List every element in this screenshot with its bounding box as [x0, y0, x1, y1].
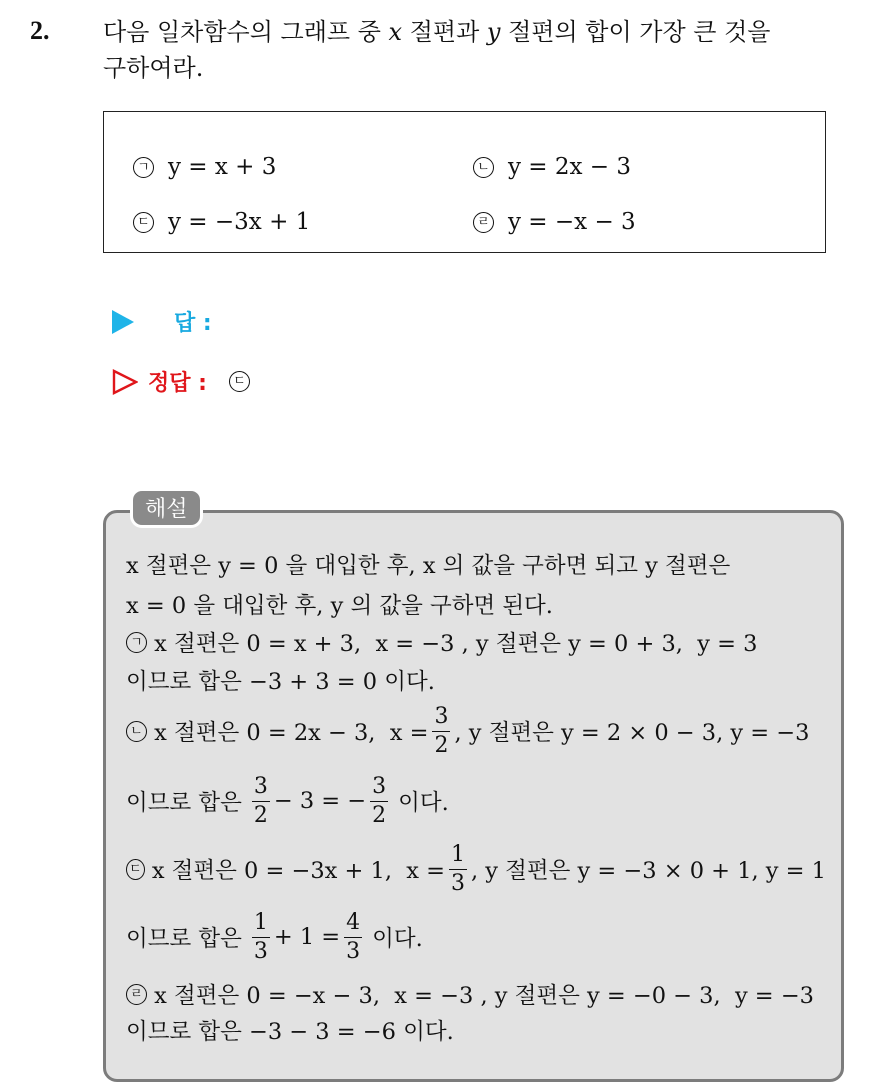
question-number: 2. — [30, 16, 50, 45]
explanation-line-c2 — [126, 906, 826, 968]
filled-triangle-icon — [112, 310, 134, 334]
choice-box — [103, 111, 826, 253]
question-text — [103, 14, 863, 86]
choice-c — [133, 209, 310, 235]
fraction — [370, 773, 388, 828]
explanation-text: x 절편은 0 = −x − 3, x = −3 , y 절편은 y = −0 − 3, y = −3 — [147, 983, 814, 1009]
question-text-part: 다음 일차함수의 그래프 중 — [103, 18, 389, 46]
fraction-denominator: 3 — [451, 870, 465, 896]
explanation-mark: ㄹ — [126, 984, 147, 1005]
explanation-tab: 해설 — [130, 488, 203, 528]
explanation-text: 이므로 합은 — [126, 790, 242, 816]
explanation-text: 이다. — [398, 790, 449, 816]
explanation-mark: ㄱ — [126, 632, 147, 653]
explanation-line-d — [126, 978, 826, 1010]
choice-equation: y = x + 3 — [168, 154, 277, 180]
question-text-part: 절편의 합이 가장 큰 것을 — [500, 18, 771, 46]
fraction — [449, 841, 467, 896]
choice-equation: y = −3x + 1 — [168, 209, 311, 235]
explanation-text: 이므로 합은 — [126, 926, 242, 952]
fraction — [344, 909, 362, 964]
fraction-numerator: 1 — [252, 912, 270, 938]
choice-a — [133, 154, 276, 180]
var-y: y — [486, 18, 501, 46]
fraction-numerator: 3 — [252, 776, 270, 802]
choice-mark: ㄱ — [133, 157, 154, 178]
explanation-text: − 3 = − — [273, 788, 367, 814]
fraction-numerator: 4 — [344, 912, 362, 938]
fraction-denominator: 2 — [434, 732, 449, 758]
explanation-text: x 절편은 0 = −3x + 1, x = — [144, 858, 445, 884]
correct-answer-value: ㄷ — [229, 371, 250, 392]
explanation-line-c — [126, 838, 826, 900]
fraction — [252, 909, 270, 964]
fraction-denominator: 2 — [253, 802, 268, 828]
fraction-numerator: 3 — [432, 706, 450, 732]
choice-mark: ㄷ — [133, 212, 154, 233]
correct-answer-label: 정답 : — [148, 371, 207, 396]
answer-label: 답 : — [174, 311, 212, 336]
var-x: x — [388, 18, 403, 46]
explanation-mark: ㄴ — [126, 721, 147, 742]
explanation-text: , y 절편은 y = 2 × 0 − 3, y = −3 — [454, 720, 810, 746]
choice-d — [473, 209, 636, 235]
explanation-text: + 1 = — [273, 924, 341, 950]
explanation-mark: ㄷ — [126, 859, 145, 880]
fraction-denominator: 3 — [346, 938, 361, 964]
question-text-part: 구하여라. — [103, 54, 204, 82]
fraction — [432, 703, 450, 758]
explanation-line: x = 0 을 대입한 후, y 의 값을 구하면 된다. — [126, 593, 553, 619]
correct-answer-row — [112, 366, 264, 397]
choice-mark: ㄹ — [473, 212, 494, 233]
fraction-numerator: 1 — [449, 844, 467, 870]
choice-mark: ㄴ — [473, 157, 494, 178]
outline-triangle-icon — [112, 369, 138, 395]
explanation-line-b — [126, 700, 826, 762]
fraction-numerator: 3 — [370, 776, 388, 802]
choice-b — [473, 154, 631, 180]
explanation-text: x 절편은 0 = x + 3, x = −3 , y 절편은 y = 0 + 3, y = 3 — [147, 631, 758, 657]
fraction-denominator: 3 — [253, 938, 268, 964]
explanation-line: 이므로 합은 −3 + 3 = 0 이다. — [126, 669, 435, 695]
explanation-line-b2 — [126, 770, 826, 832]
explanation-text: 이다. — [372, 926, 423, 952]
question-text-part: 절편과 — [402, 18, 487, 46]
explanation-text: , y 절편은 y = −3 × 0 + 1, y = 1 — [471, 858, 826, 884]
explanation-line: x 절편은 y = 0 을 대입한 후, x 의 값을 구하면 되고 y 절편은 — [126, 553, 731, 579]
fraction-denominator: 2 — [372, 802, 387, 828]
explanation-line-a — [126, 626, 826, 658]
explanation-text: x 절편은 0 = 2x − 3, x = — [147, 720, 429, 746]
choice-equation: y = −x − 3 — [508, 209, 636, 235]
explanation-line: 이므로 합은 −3 − 3 = −6 이다. — [126, 1019, 454, 1045]
fraction — [252, 773, 270, 828]
answer-row — [112, 306, 212, 337]
choice-equation: y = 2x − 3 — [508, 154, 632, 180]
